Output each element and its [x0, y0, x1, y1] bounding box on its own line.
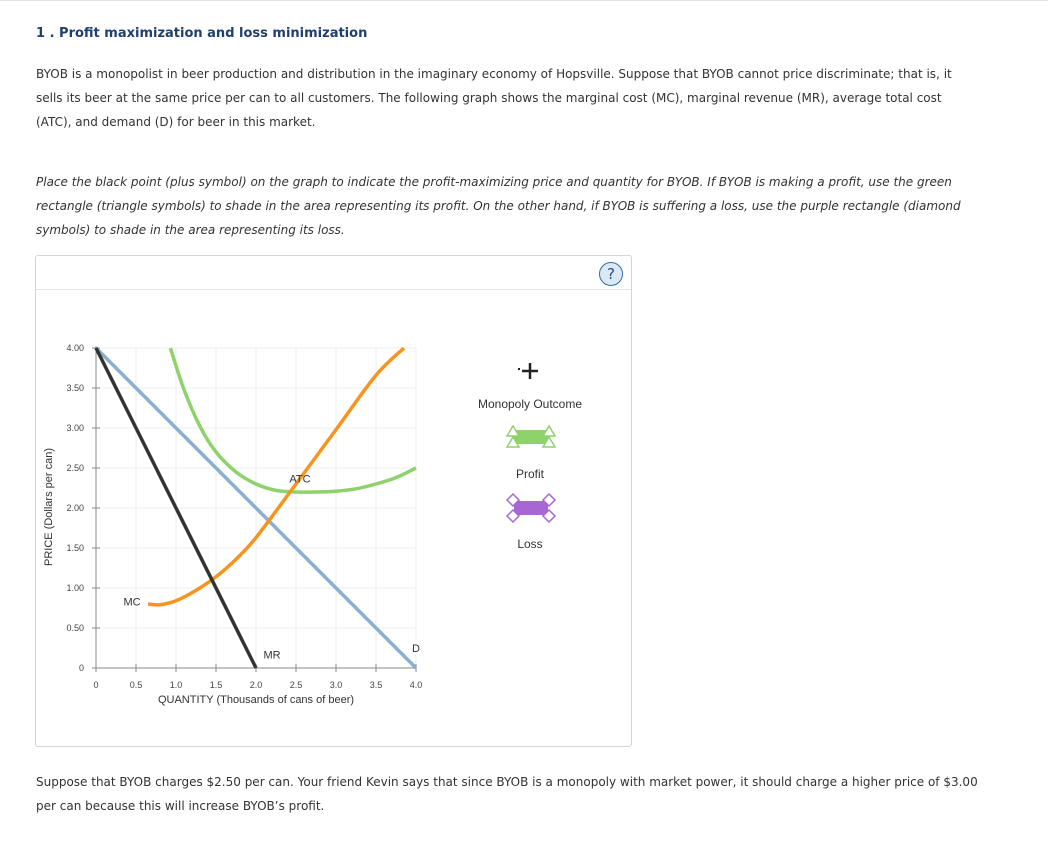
y-tick-label: 1.50	[66, 543, 84, 553]
y-tick-label: 2.00	[66, 503, 84, 513]
x-tick-label: 4.0	[409, 680, 423, 690]
followup-paragraph: Suppose that BYOB charges $2.50 per can. Your friend Kevin says that since BYOB is a monopoly with market power, it should charge a higher price of $3.00 per can because this will increase BYOB’s profit.	[36, 775, 978, 813]
instructions-paragraph: Place the black point (plus symbol) on the graph to indicate the profit-maximizing price and quantity for BYOB. If BYOB is making a profit, use the green rectangle (triangle symbols) to shade in the area representing its profit. On the other hand, if BYOB is suffering a loss, use the purple rectangle (diamond symbols) to shade in the area representing its loss.	[36, 175, 961, 237]
y-axis-label: PRICE (Dollars per can)	[43, 448, 55, 566]
y-tick-label: 4.00	[66, 343, 84, 353]
curve-label-mc: MC	[123, 596, 141, 609]
loss-label: Loss	[517, 537, 543, 551]
x-tick-label: 3.0	[329, 680, 343, 690]
x-axis-label: QUANTITY (Thousands of cans of beer)	[157, 694, 355, 706]
top-border	[0, 0, 1048, 1]
help-button[interactable]: ?	[599, 262, 623, 286]
curve-label-atc: ATC	[289, 473, 311, 486]
intro-paragraph: BYOB is a monopolist in beer production and distribution in the imaginary economy of Hopsville. Suppose that BYOB cannot price discriminate; that is, it sells its beer at the same price per can to all customers. The following graph shows the marginal cost (MC), marginal revenue (MR), average total cost (ATC), and demand (D) for beer in this market.	[36, 67, 952, 129]
y-tick-label: 1.00	[66, 583, 84, 593]
curve-label-d: D	[412, 643, 420, 655]
x-tick-label: 1.0	[169, 680, 183, 690]
y-tick-label: 0.50	[66, 623, 84, 633]
profit-label: Profit	[515, 467, 544, 481]
x-tick-label: 0	[93, 680, 99, 690]
y-tick-label: 0	[78, 663, 84, 673]
x-tick-label: 1.5	[209, 680, 223, 690]
monopoly-outcome-label: Monopoly Outcome	[477, 397, 583, 411]
chart[interactable]	[36, 256, 631, 746]
x-tick-label: 2.5	[289, 680, 303, 690]
y-tick-label: 3.50	[66, 383, 84, 393]
x-tick-label: 2.0	[249, 680, 263, 690]
question-title: 1 . Profit maximization and loss minimization	[36, 26, 368, 41]
profit-rectangle-tool[interactable]	[507, 426, 555, 447]
graph-widget	[35, 255, 632, 747]
y-tick-label: 3.00	[66, 423, 84, 433]
curve-mc[interactable]	[148, 348, 404, 605]
x-tick-label: 0.5	[129, 680, 143, 690]
monopoly-outcome-tool[interactable]	[518, 363, 538, 379]
y-ticks	[66, 343, 100, 673]
loss-rectangle-tool[interactable]	[507, 494, 555, 522]
y-tick-label: 2.50	[66, 463, 84, 473]
x-tick-label: 3.5	[369, 680, 383, 690]
curve-label-mr: MR	[263, 649, 281, 662]
